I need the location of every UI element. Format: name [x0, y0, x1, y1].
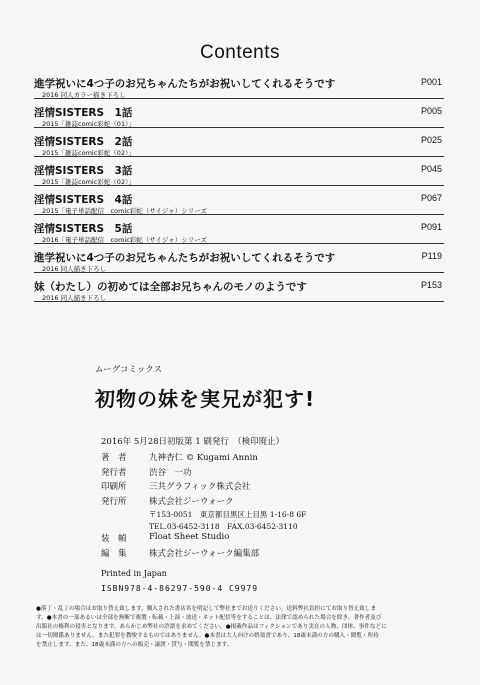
toc-entry-page: P005: [420, 106, 442, 116]
toc-divider: [34, 127, 444, 128]
toc-entry-source: 2015「雑誌comic彩蛇（02）」: [42, 149, 135, 157]
credit-value: 九神杏仁 © Kugami Annin: [149, 453, 258, 463]
toc-entry-title: 進学祝いに4つ子のお兄ちゃんたちがお祝いしてくれるそうです: [34, 252, 336, 264]
legal-notice: [36, 605, 446, 650]
toc-entry: [34, 105, 444, 134]
toc-divider: [34, 243, 444, 244]
credit-row-publisher: [101, 495, 306, 510]
toc-entry: [34, 221, 444, 250]
credit-row-printer: [101, 480, 306, 495]
contents-heading: Contents: [199, 42, 281, 63]
toc-entry-title: 妹（わたし）の初めては全部お兄ちゃんのモノのようです: [34, 281, 307, 293]
edition-line: 2016年 5月28日初版第 1 刷発行 （検印廃止）: [101, 437, 285, 447]
credit-value: 株式会社ジーウォーク: [149, 496, 234, 507]
toc-entry-page: P001: [420, 77, 442, 87]
toc-entry-source: 2015「雑誌comic彩蛇（02）」: [42, 178, 135, 186]
toc-entry-source: 2015「電子単話配信 comic彩蛇（サイジャ）シリーズ: [42, 207, 207, 215]
imprint-label: ムーグコミックス: [95, 365, 163, 375]
toc-entry: [34, 192, 444, 221]
publisher-phone: TEL.03-6452-3118 FAX.03-6452-3110: [149, 521, 298, 531]
toc-divider: [34, 185, 444, 186]
credit-row-publisher-person: [101, 466, 306, 481]
table-of-contents: [34, 76, 444, 308]
credit-key: 発行所: [101, 496, 127, 507]
toc-entry-page: P067: [420, 193, 442, 203]
toc-divider: [34, 272, 444, 273]
isbn: ISBN978-4-86297-590-4 C9979: [101, 584, 259, 593]
credit-row-design: [101, 532, 306, 547]
credit-row-editor: [101, 547, 306, 562]
toc-entry: [34, 163, 444, 192]
notice-line: ●落丁・乱丁の場合はお取り替え致します。購入された書店名を明記して弊社までお送りください。送料弊社負担にてお取り替え致しま: [36, 606, 377, 612]
notice-line: は一切関係ありません。また犯罪を教唆するものではありません。●本書は大人向けの娯楽書であり、18歳未満の方の購入・閲覧・所持: [36, 633, 379, 639]
toc-entry-title: 淫情SISTERS 1話: [34, 107, 133, 119]
credit-key: 発行者: [101, 467, 127, 478]
toc-entry-page: P119: [421, 251, 442, 261]
toc-entry-title: 進学祝いに4つ子のお兄ちゃんたちがお祝いしてくれるそうです: [34, 78, 336, 90]
credit-key: 装 幀: [101, 534, 127, 544]
notice-line: を禁止します。また、18歳未満の方への販売・譲渡・貸与・閲覧を禁じます。: [36, 642, 233, 648]
credit-key: 印刷所: [101, 482, 127, 492]
colophon-credits: [101, 451, 306, 561]
credit-key: 著 者: [101, 453, 127, 463]
credit-value: 渋谷 一功: [149, 467, 192, 478]
toc-entry-source: 2016「電子単話配信 comic彩蛇（サイジャ）シリーズ: [42, 236, 207, 244]
notice-line: 出版社の権利の侵害となります。あらかじめ弊社の許諾を求めてください。●掲載作品はフィクションであり実在の人物、団体、事件などに: [36, 624, 387, 630]
toc-entry: [34, 134, 444, 163]
credit-key: 編 集: [101, 548, 127, 559]
credit-row-author: [101, 451, 306, 466]
credit-value: 株式会社ジーウォーク編集部: [149, 548, 260, 559]
toc-divider: [34, 156, 444, 157]
toc-divider: [34, 214, 444, 215]
toc-entry-source: 2016 同人カラー描き下ろし: [42, 91, 126, 99]
toc-entry-title: 淫情SISTERS 4話: [34, 194, 133, 206]
printed-in-japan: Printed in Japan: [101, 569, 167, 578]
toc-entry: [34, 279, 444, 308]
credit-value: Float Sheet Studio: [149, 532, 230, 542]
credit-value: 三共グラフィック株式会社: [149, 482, 251, 492]
toc-entry-source: 2015「雑誌comic彩蛇（01）」: [42, 120, 135, 128]
toc-entry-title: 淫情SISTERS 5話: [34, 223, 133, 235]
toc-entry-title: 淫情SISTERS 2話: [34, 136, 133, 148]
toc-entry-page: P091: [420, 222, 442, 232]
toc-divider: [34, 301, 444, 302]
book-title: 初物の妹を実兄が犯す!: [95, 387, 316, 411]
toc-divider: [34, 98, 444, 99]
toc-entry: [34, 76, 444, 105]
toc-entry-title: 淫情SISTERS 3話: [34, 165, 133, 177]
toc-entry-page: P045: [420, 164, 442, 174]
notice-line: す。●本書の一部あるいは全部を無断で複製・転載・上演・放送・ネット配信等をすることは、法律で認められた場合を除き、著作者及び: [36, 615, 382, 621]
toc-entry-source: 2016 同人描き下ろし: [42, 294, 107, 302]
toc-entry: [34, 250, 444, 279]
publisher-address: 〒153-0051 東京都目黒区上目黒 1-16-8 6F: [149, 510, 307, 519]
toc-entry-page: P025: [420, 135, 442, 145]
toc-entry-source: 2016 同人描き下ろし: [42, 265, 107, 273]
toc-entry-page: P153: [420, 280, 442, 290]
